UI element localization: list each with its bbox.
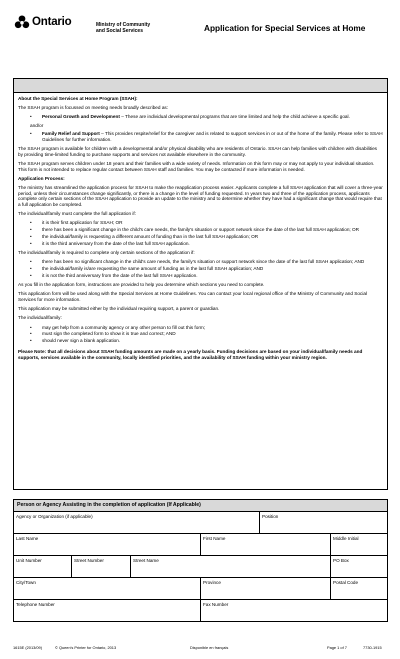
list-item: • it is their first application for SSAH; OR xyxy=(18,220,383,226)
instructions-paragraph: As you fill in the application form, instructions are provided to help you determine which sections you need to complete. xyxy=(18,282,265,288)
certain-sections-list xyxy=(18,259,383,278)
list-item: • must sign the completed form to show it is true and correct; AND xyxy=(18,331,383,337)
postal-code-field[interactable]: Postal Code xyxy=(333,579,359,585)
form-number: 7730-1915 xyxy=(363,645,382,650)
form-row-address xyxy=(14,556,387,578)
needs-item-relief xyxy=(18,131,383,143)
form-row-name xyxy=(14,534,387,556)
middle-initial-field[interactable]: Middle Initial xyxy=(333,535,359,541)
serves-paragraph: The SSAH program serves children under 18 years and their families with a wide variety of needs. Information on this form may or may not apply to your individual situation. This form is not intended to replace regular contact between SSAH staff and families. You may be contacted if more information is needed. xyxy=(18,160,375,172)
french-availability: Disponible en français xyxy=(190,645,229,650)
ministry-name xyxy=(96,22,186,34)
list-item: • the individual/family is/are requesting the same amount of funding as in the last full SSAH application; AND xyxy=(18,266,383,272)
agency-field[interactable]: Agency or Organization (if applicable) xyxy=(14,512,260,533)
about-heading: About the Special Services at Home Program (SSAH): xyxy=(18,96,138,101)
needs-list-2 xyxy=(18,131,383,143)
page-header xyxy=(14,10,386,50)
availability-paragraph: The SSAH program is available for children with a developmental and/or physical disability who are residents of Ontario. SSAH can help families with children with disabilities by providing time-limited funding to purchase supports and services not available elsewhere in the community. xyxy=(18,145,378,157)
copyright: © Queen's Printer for Ontario, 2013 xyxy=(55,645,117,650)
section-title: Person or Agency Assisting in the completion of application (If Applicable) xyxy=(14,500,387,512)
position-field[interactable]: Position xyxy=(262,513,279,519)
telephone-field[interactable]: Telephone Number xyxy=(14,600,201,621)
process-heading: Application Process: xyxy=(18,175,65,181)
fax-field[interactable]: Fax Number xyxy=(203,601,229,607)
first-name-field[interactable]: First Name xyxy=(201,534,331,555)
certain-sections-intro: The individual/family is required to complete only certain sections of the application if: xyxy=(18,250,195,256)
list-item: • there has been a significant change in the child's care needs, the family's situation or support network since the date of the last full SSAH application; OR xyxy=(18,227,383,233)
form-row-city xyxy=(14,578,387,600)
ministry-line-1: Ministry of Community xyxy=(96,22,151,28)
streamlined-paragraph: The ministry has streamlined the application process for SSAH to make the reapplication process easier. Applicants complete a full SSAH application that will cover a three-year period, unless their circumstances change significantly, or there is a change in the level of funding requested. In years two and three of the application process, applicants complete only certain sections of the SSAH application to provide an update to the ministry and to determine whether they have had a significant change that would require that a full application be completed. xyxy=(18,184,383,208)
individual-family-intro: The individual/family: xyxy=(18,315,62,321)
needs-item-relief-text: – This provides respite/relief for the caregiver and is related to support services in or out of the home of the family. Please refer to SSAH Guidelines for further information. xyxy=(42,130,383,142)
guidelines-paragraph: This application form will be used along with the Special Services at Home Guidelines. You can contact your local regional office of the Ministry of Community and Social Services for more information. xyxy=(18,291,368,303)
ontario-trillium-icon xyxy=(14,14,30,30)
information-box-header xyxy=(14,79,387,93)
list-item: • may get help from a community agency or any other person to fill out this form; xyxy=(18,325,383,331)
assisting-person-section xyxy=(13,499,388,622)
last-name-field[interactable]: Last Name xyxy=(14,534,201,555)
form-row-agency xyxy=(14,512,387,534)
unit-number-field[interactable]: Unit Number xyxy=(14,556,72,577)
individual-family-list xyxy=(18,325,383,344)
needs-item-growth-title: Personal Growth and Development xyxy=(42,113,120,119)
full-application-intro: The individual/family must complete the full application if: xyxy=(18,211,137,217)
document-title: Application for Special Services at Home xyxy=(204,23,366,33)
street-number-field[interactable]: Street Number xyxy=(72,556,131,577)
needs-list xyxy=(18,114,383,120)
list-item: • it is not the third anniversary from the date of the last full SSAH application. xyxy=(18,273,383,279)
needs-item-growth-text: – These are individual developmental programs that are time limited and help the child achieve a specific goal. xyxy=(119,113,350,119)
needs-item-relief-title: Family Relief and Support xyxy=(42,130,100,136)
page-number: Page 1 of 7 xyxy=(327,645,347,650)
street-name-field[interactable]: Street Name xyxy=(131,556,331,577)
province-field[interactable]: Province xyxy=(201,578,331,599)
andor-label: and/or xyxy=(30,123,44,129)
city-field[interactable]: City/Town xyxy=(14,578,201,599)
list-item: • there has been no significant change in the child's care needs, the family's situation or support network since the date of the last full SSAH application; AND xyxy=(18,259,383,265)
list-item: • it is the third anniversary from the date of the last full SSAH application. xyxy=(18,241,383,247)
form-row-phone xyxy=(14,600,387,621)
ministry-line-2: and Social Services xyxy=(96,28,143,35)
list-item: • the individual/family is requesting a different amount of funding than in the last full SSAH application; OR xyxy=(18,234,383,240)
po-box-field[interactable]: PO Box xyxy=(333,557,349,563)
information-box xyxy=(13,78,388,490)
ontario-logo xyxy=(14,14,72,30)
intro-paragraph: The SSAH program is focussed on meeting needs broadly described as: xyxy=(18,104,169,110)
needs-item-growth xyxy=(18,114,383,120)
logo-text: Ontario xyxy=(32,16,72,28)
list-item: • should never sign a blank application. xyxy=(18,338,383,344)
form-code: 1615E (2013/09) xyxy=(13,645,42,650)
information-body xyxy=(14,93,387,361)
submitted-paragraph: This application may be submitted either by the individual requiring support, a parent or guardian. xyxy=(18,306,220,312)
full-application-list xyxy=(18,220,383,246)
funding-notice: Please Note: that all decisions about SSAH funding amounts are made on a yearly basis. Funding decisions are based on your individual/family needs and supports, services available in the community, locally identified priorities, and the availability of SSAH funding within your ministry region. xyxy=(18,348,363,360)
